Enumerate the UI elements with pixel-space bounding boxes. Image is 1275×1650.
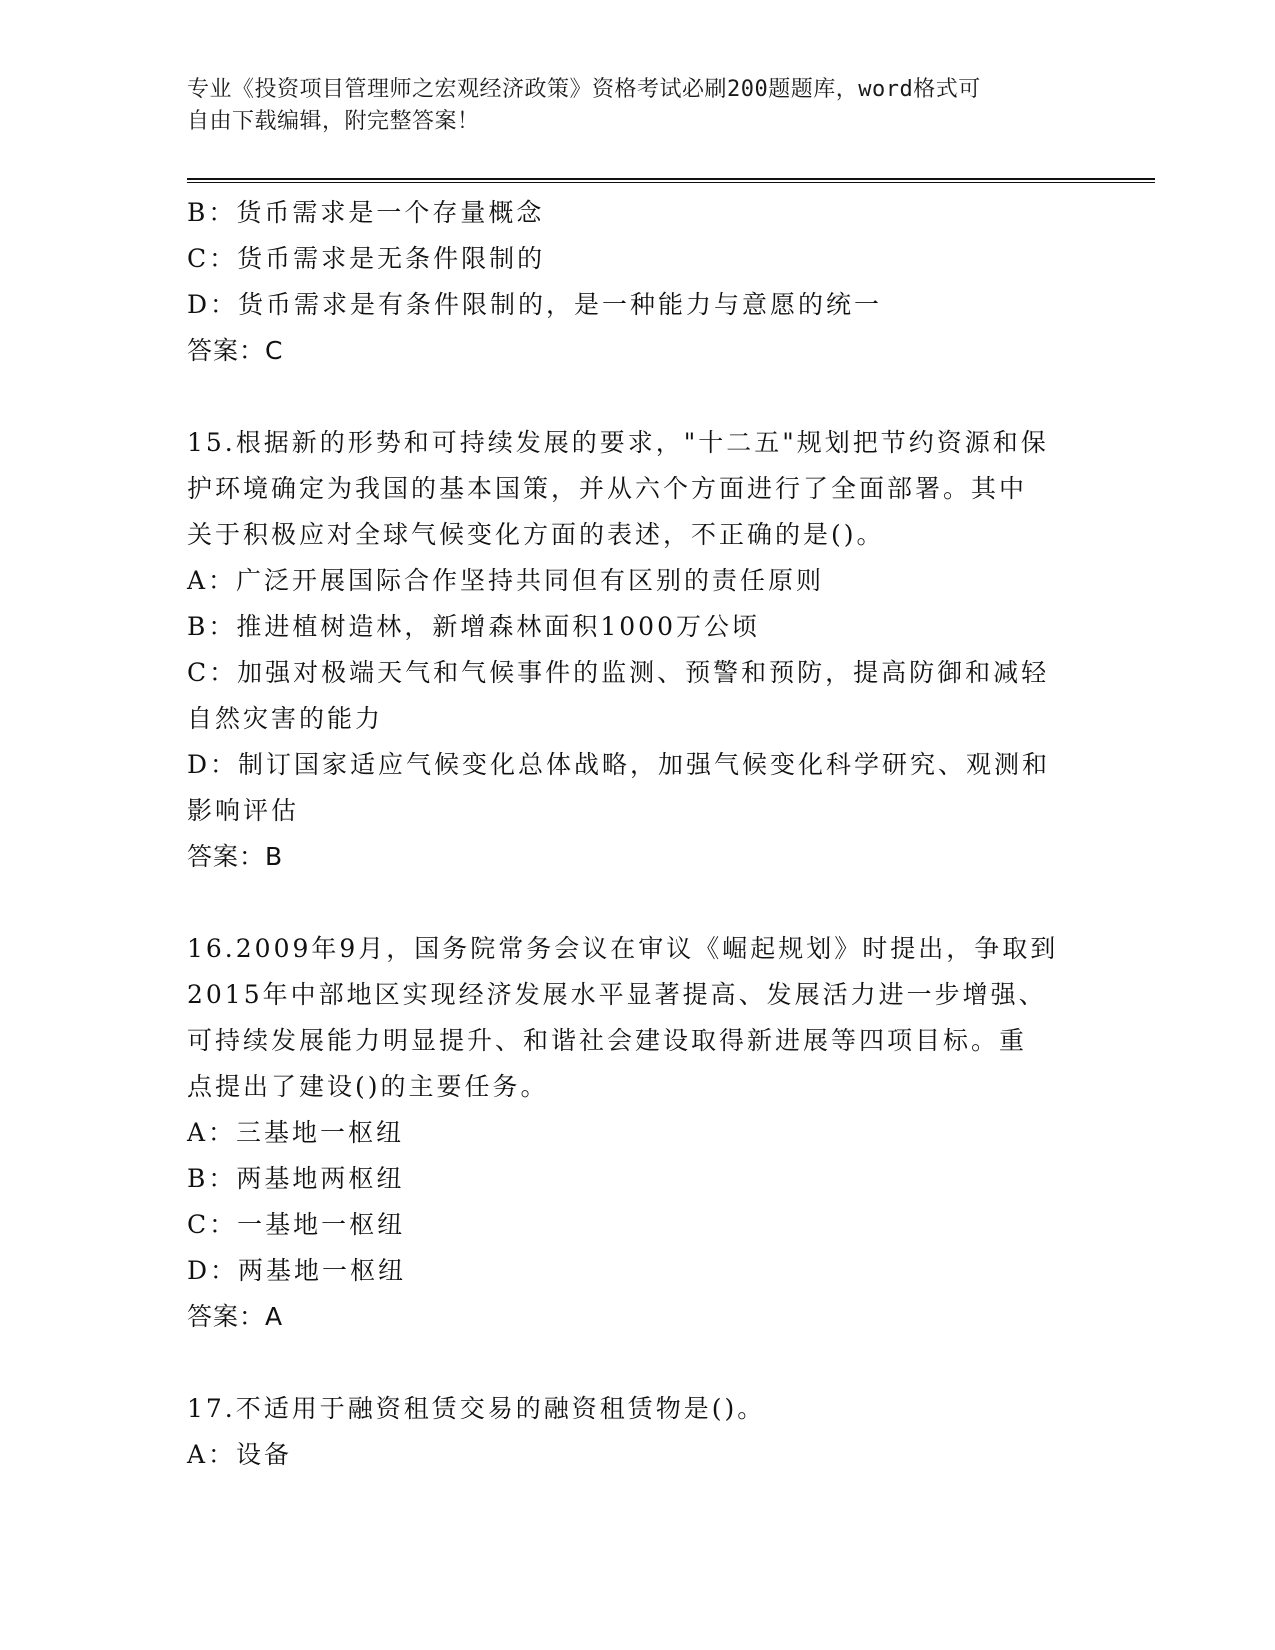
- question-16: [187, 926, 1087, 1340]
- q15-answer: 答案：B: [187, 842, 284, 871]
- q16-option-c: C：一基地一枢纽: [187, 1210, 406, 1239]
- q15-stem-line-2: 护环境确定为我国的基本国策，并从六个方面进行了全面部署。其中: [187, 474, 1028, 503]
- question-14-tail: [187, 190, 1087, 374]
- q14-option-c: C：货币需求是无条件限制的: [187, 244, 546, 273]
- q16-option-b: B：两基地两枢纽: [187, 1164, 405, 1193]
- q15-stem-line-1: 15.根据新的形势和可持续发展的要求，"十二五"规划把节约资源和保: [187, 428, 1049, 457]
- q14-option-d: D：货币需求是有条件限制的，是一种能力与意愿的统一: [187, 290, 883, 319]
- q15-stem-line-3: 关于积极应对全球气候变化方面的表述，不正确的是()。: [187, 520, 885, 549]
- q16-stem-line-1: 16.2009年9月，国务院常务会议在审议《崛起规划》时提出，争取到: [187, 934, 1059, 963]
- q16-stem-line-4: 点提出了建设()的主要任务。: [187, 1072, 549, 1101]
- page-header: [187, 74, 1067, 138]
- q14-option-b: B：货币需求是一个存量概念: [187, 198, 545, 227]
- q17-option-a: A：设备: [187, 1440, 293, 1469]
- header-divider: [187, 178, 1155, 183]
- q15-option-b: B：推进植树造林，新增森林面积1000万公顷: [187, 612, 760, 641]
- question-17: [187, 1386, 1087, 1478]
- q15-option-d-line-2: 影响评估: [187, 796, 300, 825]
- q15-option-a: A：广泛开展国际合作坚持共同但有区别的责任原则: [187, 566, 825, 595]
- q14-answer: 答案：C: [187, 336, 284, 365]
- q15-option-c-line-2: 自然灾害的能力: [187, 704, 384, 733]
- header-line-2: 自由下载编辑，附完整答案！: [187, 109, 480, 134]
- q16-answer: 答案：A: [187, 1302, 284, 1331]
- q15-option-c-line-1: C：加强对极端天气和气候事件的监测、预警和预防，提高防御和减轻: [187, 658, 1050, 687]
- q16-option-d: D：两基地一枢纽: [187, 1256, 407, 1285]
- q16-stem-line-3: 可持续发展能力明显提升、和谐社会建设取得新进展等四项目标。重: [187, 1026, 1028, 1055]
- q16-stem-line-2: 2015年中部地区实现经济发展水平显著提高、发展活力进一步增强、: [187, 980, 1047, 1009]
- q16-option-a: A：三基地一枢纽: [187, 1118, 405, 1147]
- header-line-1: 专业《投资项目管理师之宏观经济政策》资格考试必刷200题题库，word格式可: [187, 77, 981, 102]
- q17-stem-line-1: 17.不适用于融资租赁交易的融资租赁物是()。: [187, 1394, 766, 1423]
- question-15: [187, 420, 1087, 880]
- q15-option-d-line-1: D：制订国家适应气候变化总体战略，加强气候变化科学研究、观测和: [187, 750, 1051, 779]
- document-body: [187, 190, 1087, 1478]
